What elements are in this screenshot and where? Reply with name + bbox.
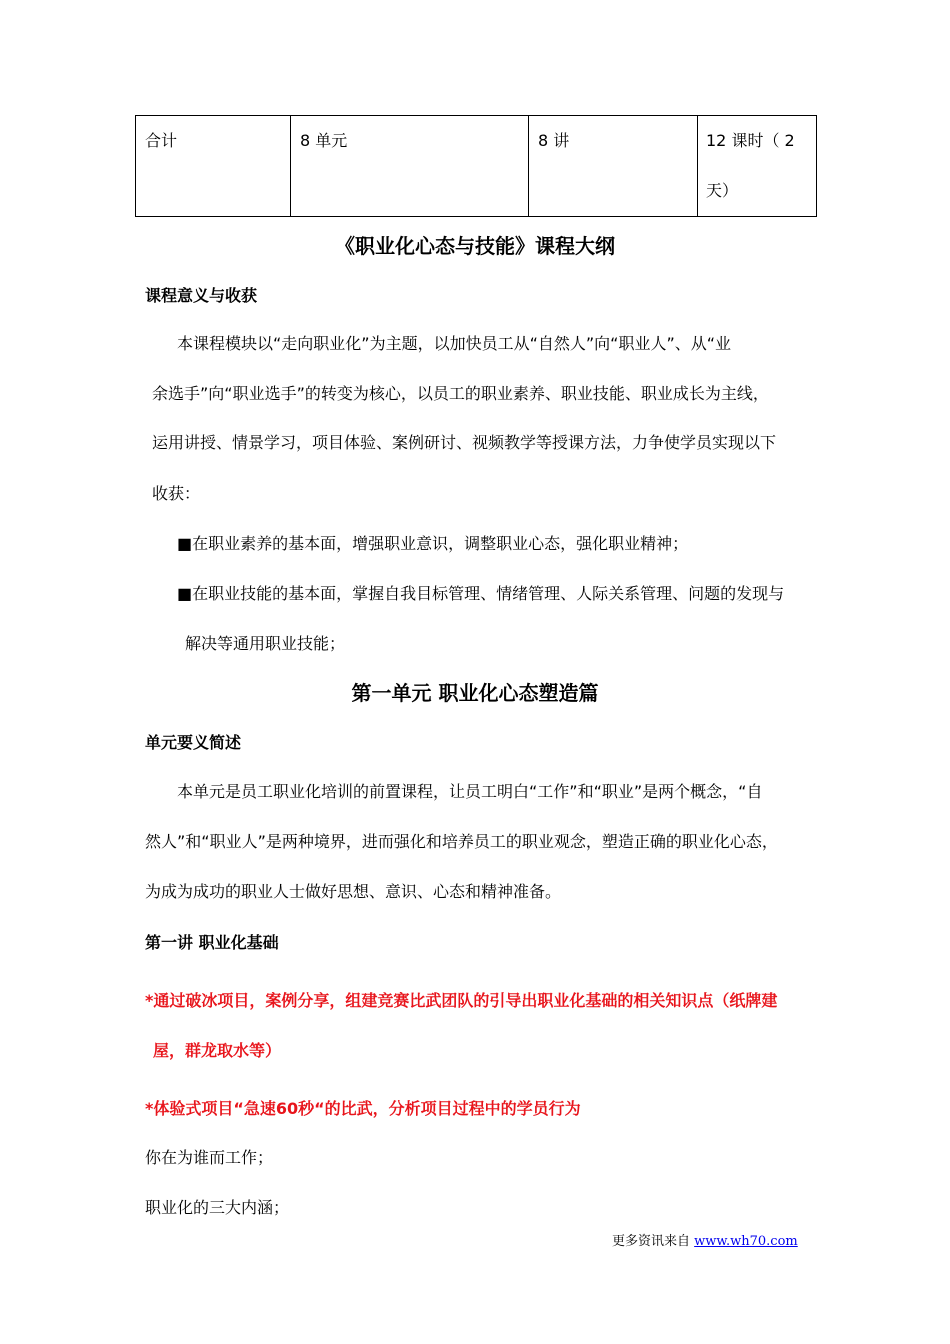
bullet-item-1: ■在职业素养的基本面，增强职业意识，调整职业心态，强化职业精神； — [177, 534, 689, 553]
footer-link[interactable]: www.wh70.com — [694, 1234, 798, 1249]
item-why-work: 你在为谁而工作； — [145, 1148, 274, 1167]
units-cell: 8 单元 — [291, 116, 529, 217]
red-note-2: *体验式项目“急速60秒“的比武，分析项目过程中的学员行为 — [145, 1099, 581, 1118]
bullet-item-2: ■在职业技能的基本面，掌握自我目标管理、情绪管理、人际关系管理、问题的发现与 — [177, 584, 785, 603]
footer-note — [612, 1230, 798, 1249]
total-label-cell: 合计 — [136, 116, 291, 217]
lecture1-heading: 第一讲 职业化基础 — [145, 933, 279, 952]
intro-line-3: 运用讲授、情景学习，项目体验、案例研讨、视频教学等授课方法，力争使学员实现以下 — [152, 433, 777, 452]
intro-line-1: 本课程模块以“走向职业化”为主题，以加快员工从“自然人”向“职业人”、从“业 — [177, 334, 732, 353]
unit1-line-2: 然人”和“职业人”是两种境界，进而强化和培养员工的职业观念，塑造正确的职业化心态， — [145, 832, 778, 851]
intro-line-2: 余选手”向“职业选手”的转变为核心，以员工的职业素养、职业技能、职业成长为主线， — [152, 384, 769, 403]
unit1-title: 第一单元 职业化心态塑造篇 — [351, 681, 599, 705]
summary-table — [135, 115, 817, 217]
red-note-1: *通过破冰项目，案例分享，组建竞赛比武团队的引导出职业化基础的相关知识点（纸牌建 — [145, 991, 778, 1010]
page-title: 《职业化心态与技能》课程大纲 — [335, 234, 615, 258]
intro-line-4: 收获： — [152, 484, 201, 503]
bullet-item-2-cont: 解决等通用职业技能； — [185, 634, 346, 653]
unit1-line-3: 为成为成功的职业人士做好思想、意识、心态和精神准备。 — [145, 882, 562, 901]
item-three-connotations: 职业化的三大内涵； — [145, 1198, 290, 1217]
lectures-cell: 8 讲 — [529, 116, 698, 217]
hours-cell: 12 课时（ 2 天） — [698, 116, 817, 217]
footer-prefix: 更多资讯来自 — [612, 1234, 695, 1249]
section-heading-significance: 课程意义与收获 — [145, 286, 258, 305]
red-note-1-cont: 屋，群龙取水等） — [153, 1041, 282, 1060]
unit1-line-1: 本单元是员工职业化培训的前置课程，让员工明白“工作”和“职业”是两个概念，“自 — [177, 782, 763, 801]
unit1-heading: 单元要义简述 — [145, 733, 242, 752]
